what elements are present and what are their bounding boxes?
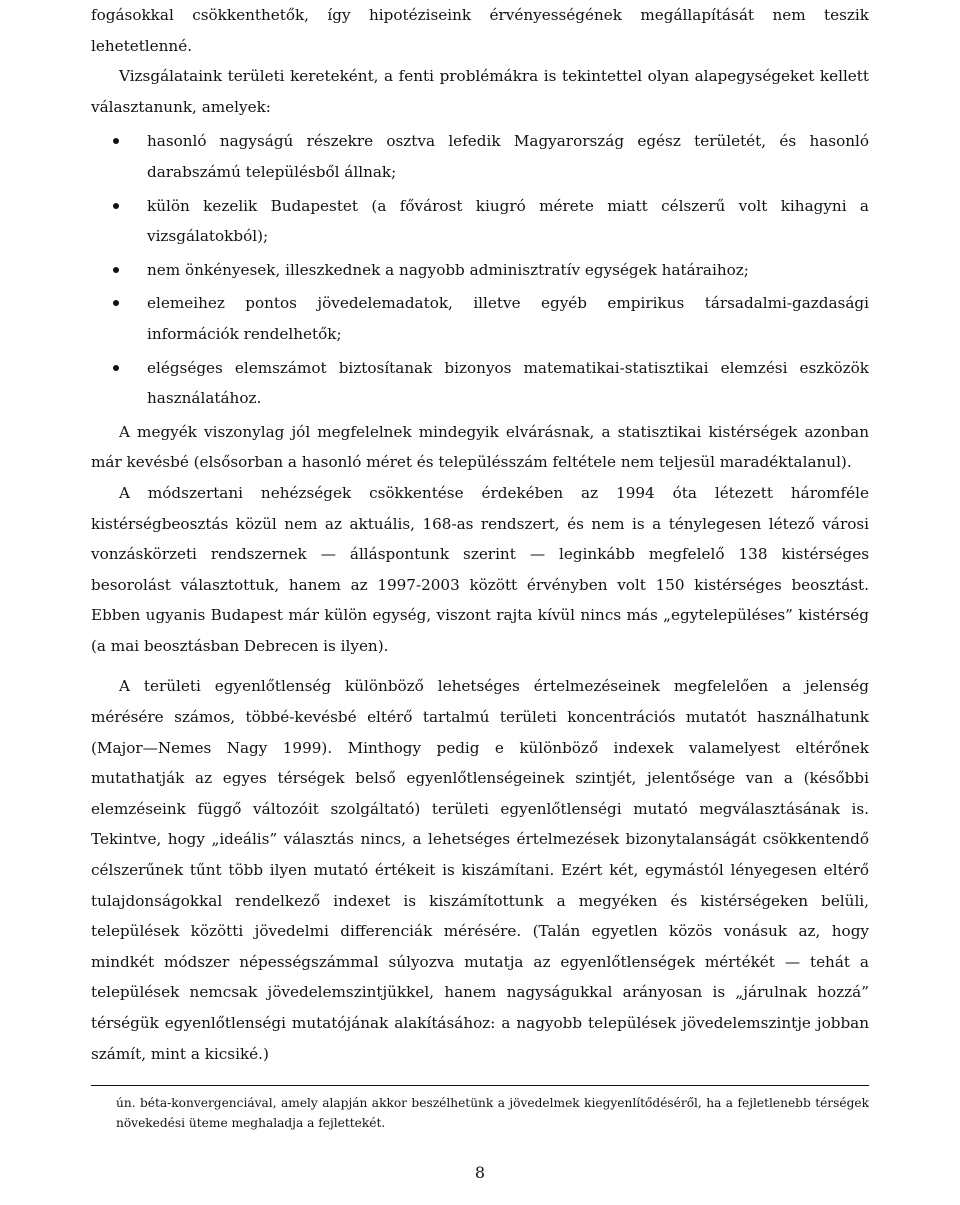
footnote: ún. béta-konvergenciával, amely alapján akkor beszélhetünk a jövedelmek kiegyenlítődéséről, ha a fejletlenebb térségek növekedési üteme meghaladja a fejlettekét. (116, 1096, 869, 1130)
bullet-icon (113, 300, 119, 306)
paragraph-inequality: A területi egyenlőtlenség különböző lehetséges értelmezéseinek megfelelően a jelenség mérésére számos, többé-kevésbé eltérő tartalmú területi koncentrációs mutatót használhatunk (Major—Nemes Nagy 1999). Minthogy pedig e különböző indexek valamelyest eltérőnek mutathatják az egyes térségek belső egyenlőtlenségeinek szintjét, jelentősége van a (későbbi elemzéseink függő változóit szolgáltató) területi egyenlőtlenségi mutató megválasztásának is. Tekintve, hogy „ideális” választás nincs, a lehetséges értelmezések bizonytalanságát csökkentendő célszerűnek tűnt több ilyen mutató értékeit is kiszámítani. Ezért két, egymástól lényegesen eltérő tulajdonságokkal rendelkező indexet is kiszámítottunk a megyéken és kistérségeken belüli, települések közötti jövedelmi differenciák mérésére. (Talán egyetlen közös vonásuk az, hogy mindkét módszer népességszámmal súlyozva mutatja az egyenlőtlenségek mértékét — tehát a települések nemcsak jövedelemszintjükkel, hanem nagyságukkal arányosan is „járulnak hozzá” térségük egyenlőtlenségi mutatójának alakításához: a nagyobb települések jövedelemszintje jobban számít, mint a kicsiké.) (91, 677, 869, 1063)
paragraph-territorial-units: Vizsgálataink területi kereteként, a fenti problémákra is tekintettel olyan alapegységeket kellett választanunk, amelyek: (91, 67, 869, 116)
bullet-icon (113, 365, 119, 371)
paragraph-continuation: fogásokkal csökkenthetők, így hipotéziseink érvényességének megállapítását nem teszik lehetetlenné. (91, 6, 869, 55)
bullet-icon (113, 203, 119, 209)
criteria-list (91, 126, 869, 413)
list-item: külön kezelik Budapestet (a fővárost kiugró mérete miatt célszerű volt kihagyni a vizsgálatokból); (147, 191, 869, 252)
page-number: 8 (474, 1163, 486, 1182)
list-item: elemeihez pontos jövedelemadatok, illetve egyéb empirikus társadalmi-gazdasági információk rendelhetők; (147, 288, 869, 349)
footnote-divider (91, 1085, 869, 1086)
page-body (91, 0, 869, 1069)
paragraph-counties: A megyék viszonylag jól megfelelnek mindegyik elvárásnak, a statisztikai kistérségek azonban már kevésbé (elsősorban a hasonló méret és településszám feltétele nem teljesül maradéktalanul). (91, 422, 869, 472)
list-item: elégséges elemszámot biztosítanak bizonyos matematikai-statisztikai elemzési eszközök használatához. (147, 353, 869, 414)
paragraph-methodology: A módszertani nehézségek csökkentése érdekében az 1994 óta létezett háromféle kistérségbeosztás közül nem az aktuális, 168-as rendszert, és nem is a ténylegesen létező városi vonzáskörzeti rendszernek — álláspontunk szerint — leginkább megfelelő 138 kistérséges besorolást választottuk, hanem az 1997-2003 között érvényben volt 150 kistérséges beosztást. Ebben ugyanis Budapest már külön egység, viszont rajta kívül nincs más „egytelepüléses” kistérség (a mai beosztásban Debrecen is ilyen). (91, 483, 869, 655)
bullet-icon (113, 138, 119, 144)
list-item: nem önkényesek, illeszkednek a nagyobb adminisztratív egységek határaihoz; (147, 255, 869, 286)
list-item: hasonló nagyságú részekre osztva lefedik Magyarország egész területét, és hasonló darabszámú településből állnak; (147, 126, 869, 187)
bullet-icon (113, 267, 119, 273)
